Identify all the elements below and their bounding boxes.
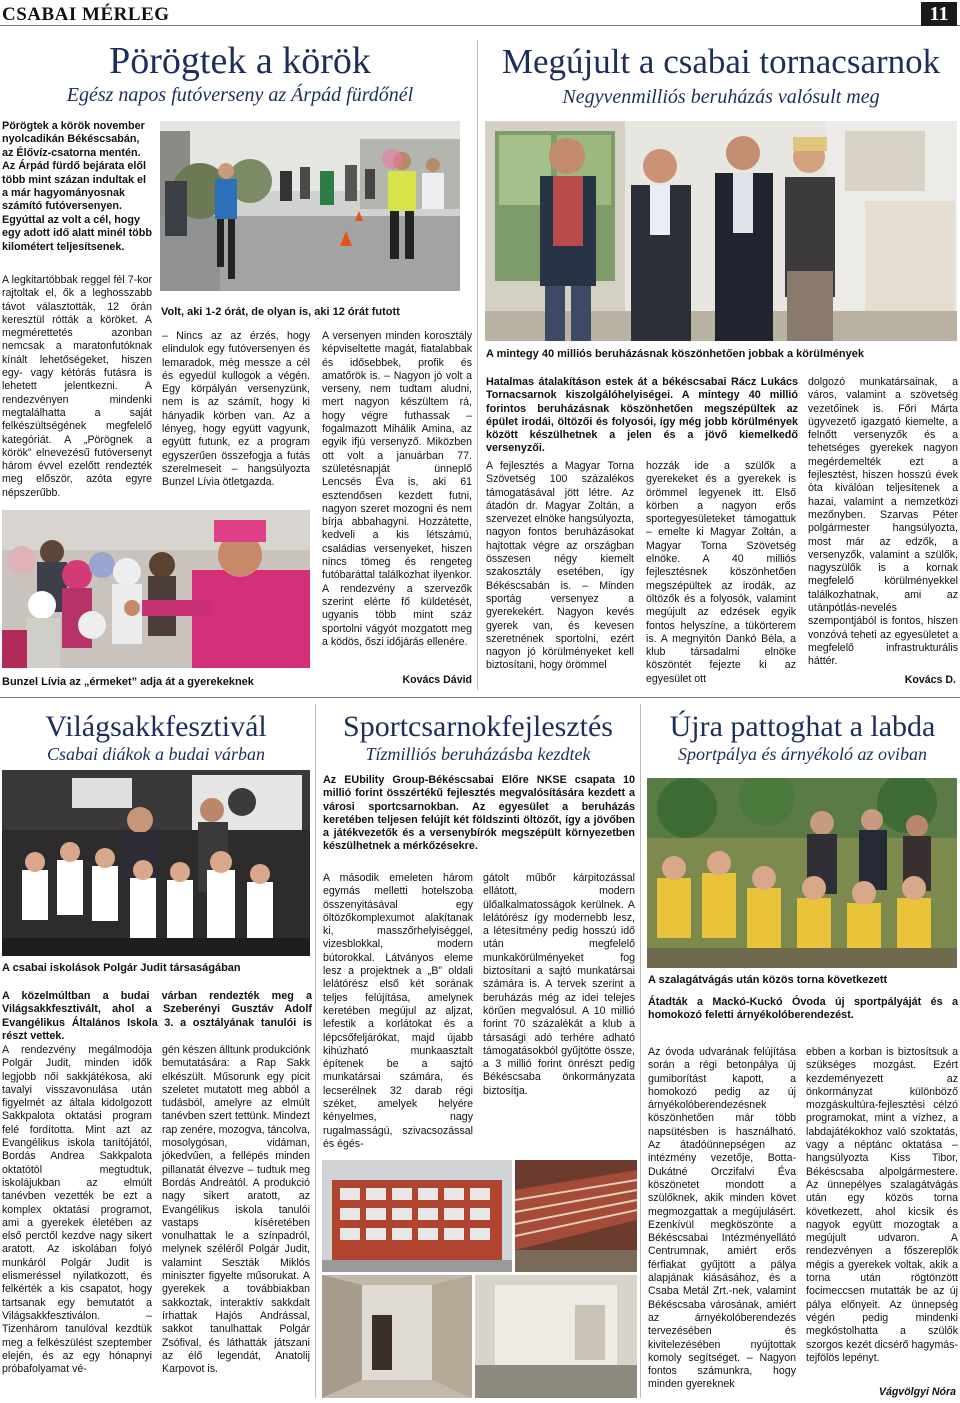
- article2-lead: Hatalmas átalakításon estek át a békéscsabai Rácz Lukács Tornacsarnok kiszolgálóhelyiségei. A mintegy 40 millió forintos beruházásnak köszönhetően megszépültek az épület irodái, öltözői és folyosói, így még jobb körülmények között készülhetnek a jelen és a jövő kiemelkedő versenyzői.: [486, 376, 798, 455]
- article1-photo-caption: Volt, aki 1-2 órát, de olyan is, aki 12 órát futott: [161, 306, 400, 318]
- article2-title: Megújult a csabai tornacsarnok: [501, 42, 941, 81]
- article1-body-col1: A legkitartóbbak reggel fél 7-kor rajtoltak el, ők a leghosszabb távot választották, 12 órán keresztül rótták a köröket. A megmérettetés azonban nemcsak a maratonfutóknak kínált lehetőségeket, hiszen egy- vagy kétórás futásra is lehetett jelentkezni. A rendezvényen mindenki megtalálhatta a saját felkészültségének megfelelő kategóriát. A „Pörögnek a körök” elnevezésű futóversenyt három évvel ezelőtt rendezték meg először, azóta egyre népszerűbb.: [2, 274, 152, 499]
- article4-title: Sportcsarnokfejlesztés: [343, 710, 613, 743]
- column-divider-lower-left: [315, 704, 316, 1398]
- article5-title: Újra pattoghat a labda: [669, 710, 936, 743]
- column-divider-lower-right: [640, 704, 641, 1398]
- sports-hall-building-photo: [322, 1160, 512, 1272]
- masthead-title: CSABAI MÉRLEG: [2, 4, 170, 25]
- article1-subtitle: Egész napos futóverseny az Árpád fürdőnél: [66, 84, 414, 106]
- column-divider: [477, 40, 478, 690]
- article5-body-col1: Az óvoda udvarának felújítása során a régi betonpálya új gumiborítást kapott, a homokozó pedig az új árnyékolóberendezésnek köszönhetően már több napsütésben is használható. Az átadóünnepségen az intézmény vezetője, Botta-Dukátné Orczifalvi Éva köszönetet mondott a szülőknek, akik minden követ megmozgattak a megújulásért. Ezenkívül megköszönte a Békéscsabai Intézményellátó Centrumnak, amiért erős férfiakat gyűjtött a pálya alapjának kiásásához, és a Csaba Metál Zrt.-nek, valamint Békéscsaba városának, amiért az árnyékolóberendezés tervezésében és kivitelezésében nyújtottak komoly segítséget. – Nagyon fontos számunkra, hogy minden gyereknek: [648, 1046, 796, 1391]
- article3-title: Világsakkfesztivál: [45, 710, 267, 743]
- article1-title: Pörögtek a körök: [109, 40, 371, 82]
- article1-body-col3: A versenyen minden korosztály képviseltette magát, fiatalabbak és idősebbek, profik és amatőrök is. – Nagyon jó volt a verseny, nem tudtam aludni, mert nagyon készültem rá, hogy végre futhassak – fogalmazott Mihálik Amina, az egyik ifjú versenyző. Miközben ott volt a januárban 77. születésnapját ünneplő Lencsés Éva is, aki 61 esztendősen kezdett futni, nagyon szeret mozogni és nem bírja abbahagyni. Hozzátette, kedveli a kis létszámú, családias versenyeket, hiszen nincs tömeg és rengeteg futóbaráttal találkozhat ilyenkor. A rendezvény a szervezők szerint elérte fő küldetését, ugyanis több mint száz sportolni vágyót mozgatott meg a ködös, őszi időjárás ellenére.: [322, 330, 472, 648]
- article3-body-col1: A rendezvény megálmodója Polgár Judit, minden idők legjobb női sakkjátékosa, aki tavalyi visszavonulása után figyelmét az általa kidolgozott Sakkpalota oktatási program felé fordította. Mint azt az Evangélikus iskola tanítójától, Bordás Andrea Sakkpalota oktatótól megtudtuk, iskolájukban az elmúlt tanévben vezették be ezt a komplex oktatási programot, ami a gyerekek életében az első perctől kezdve nagy sikert aratott. Az iskolában folyó munkáról Polgár Judit is elismeréssel nyilatkozott, és felkérték a kis csapatot, hogy tartsanak egy bemutatót a Világsakkfesztiválon. – Tizenhárom tanulóval kezdtük meg a felkészülést szeptember elején, és az egy hónapnyi próbafolyamat vé-: [2, 1044, 152, 1376]
- article1-lead: Pörögtek a körök november nyolcadikán Békéscsabán, az Élővíz-csatorna mentén. Az Árpád fürdő bejárata elől több mint százan indultak el a már hagyományosnak számító futóversenyen. Egyúttal az volt a cél, hogy egy adott idő alatt minél több kilométert teljesítsenek.: [2, 120, 152, 253]
- article3-photo-caption: A csabai iskolások Polgár Judit társaságában: [2, 962, 241, 974]
- article3-body-col2: gén készen álltunk produkciónk bemutatására: a Rap Sakk elkészült. Műsorunk egy picit szeletet mutatott meg abból a tudásból, amelyre az elmúlt tanévben szert tettünk. Mindezt rap zenére, mozogva, táncolva, mosolygósan, vidáman, jókedvűen, a fellépés minden pillanatát élvezve – tudtuk meg Bordás Andreától. A produkció nagy sikert aratott, az Evangélikus iskola tanulói vastaps kíséretében vonulhattak le a színpadról, melynek széléről Polgár Judit, valamint Seszták Miklós miniszter figyelte műsorukat. A gyerekek a továbbiakban sakkoztak, interaktív sakkdalt írhattak Hajós Andrással, sakkot tanulhattak Polgár Zsófival, és láthatták játszani az élő legendát, Anatolij Karpovot is.: [162, 1044, 310, 1376]
- article2-body-col1: A fejlesztés a Magyar Torna Szövetség 100 százalékos támogatásával jött létre. Az átadón dr. Magyar Zoltán, a szervezet elnöke hangsúlyozta, nagyon fontos beruházásokat hajtottak végre az országban összesen négy kiemelt szakosztály esetében, így Békéscsabán is. – Minden sportág versenyez a gyerekekért. Nagyon kevés gyerek van, és kevesen szeretnének sportolni, ezért nagyon jó körülményeket kell biztosítani, hogy örömmel: [486, 460, 634, 672]
- article5-lead: Átadták a Mackó-Kuckó Óvoda új sportpályáját és a homokozó feletti árnyékolóberendezést.: [648, 996, 958, 1022]
- runners-photo: [160, 121, 460, 291]
- article2-photo-caption: A mintegy 40 milliós beruházásnak köszönhetően jobbak a körülmények: [486, 348, 864, 360]
- article2-body-col3: dolgozó munkatársainak, a város, valamint a szövetség vezetőinek is. Főri Márta ügyvezető igazgató kiemelte, a felnőtt versenyzők és a tehetséges gyerekek nagyon megérdemelték ezt a fejlesztést, hiszen hosszú évek óta kiválóan teljesítenek a hazai, valamint a nemzetközi mezőnyben. Szarvas Péter polgármester hangsúlyozta, most már az edzők, a versenyzők, valamint a szülők, nagyszülők is a kornak megfelelő körülményekkel találkozhatnak, ami az utánpótlás-nevelés szempontjából is fontos, hiszen vonzóvá teheti az egyesületet a megfelelő infrastrukturális háttér.: [808, 376, 958, 668]
- article5-subtitle: Sportpálya és árnyékoló az oviban: [678, 744, 927, 764]
- article3-subtitle: Csabai diákok a budai várban: [47, 744, 265, 764]
- gym-officials-photo: [485, 121, 957, 341]
- article2-subtitle: Negyvenmilliós beruházás valósult meg: [562, 86, 880, 108]
- masthead: [0, 0, 960, 26]
- article3-lead: A közelmúltban a budai várban rendezték meg a Világsakkfesztivált, ahol a Szeberényi Gusztáv Adolf Evangélikus Általános Iskola 3. a osztályának tanulói is részt vettek.: [2, 990, 312, 1042]
- kindergarten-photo: [647, 778, 957, 968]
- article5-author: Vágvölgyi Nóra: [878, 1386, 956, 1398]
- article1-body-col2: – Nincs az az érzés, hogy elindulok egy futóversenyen és lemaradok, még messze a cél és egyedül kullogok a végén. Egy körpályán versenyzünk, nem is az számít, hogy ki hányadik körben van. Az a lényeg, hogy együtt vagyunk, együtt futunk, ez a program egyszerűen összefogja a futás szerelmeseit – hangsúlyozta Bunzel Lívia ötletgazda.: [162, 330, 310, 489]
- article2-author: Kovács D.: [904, 674, 956, 686]
- page-number: 11: [921, 2, 957, 26]
- corridor-photo: [322, 1275, 472, 1398]
- article4-body-col2: gátolt műbőr kárpitozással ellátott, modern ülőalkalmatosságok kerülnek. A lelátórész így modernebb lesz, a létesítmény pedig hosszú idő után megfelelő munkakörülményeket fog biztosítani a sajtó munkatársai számára is. A tervek szerint a beruházás még az idei telejes körűen megvalósul. A 10 millió forint 70 százalékát a klub a társasági adó terhére adható támogatásokból gyűjtötte össze, a 3 millió forint önrészt pedig Békéscsaba önkormányzata biztosítja.: [483, 872, 635, 1097]
- article4-lead: Az EUbility Group-Békéscsabai Előre NKSE csapata 10 millió forint összértékű fejlesztés megvalósítására kezdett a városi sportcsarnokban. Az egyesület a beruházás keretében teljesen felújít két földszinti öltözőt, így a jövőben a játékvezetők és a versenybírók megszépült környezetben készülhetnek a mérkőzésekre.: [323, 774, 635, 853]
- article5-photo-caption: A szalagátvágás után közös torna következett: [648, 974, 888, 986]
- room-photo: [475, 1275, 637, 1398]
- medals-photo: [2, 510, 310, 668]
- section-divider: [0, 697, 960, 698]
- chess-festival-photo: [2, 770, 310, 956]
- stands-photo: [515, 1160, 637, 1272]
- article1-photo2-caption: Bunzel Lívia az „érmeket” adja át a gyerekeknek: [2, 676, 254, 688]
- article4-body-col1: A második emeleten három egymás melletti hotelszoba összenyitásával egy öltözőkomplexumot alakítanak ki, masszőrhelyiséggel, vizesblokkal, modern bútorokkal. Látványos eleme lesz a projektnek a „B” oldali lelátórész első két sorának teljes felújítása, amelynek keretében megújul az aljzat, lefestik a korlátokat és a lépcsőfeljárókat, majd újabb kihúzható munkaasztalt építenek be a sajtó munkatársai számára, és lecserélnek 32 darab régi széket, amelyek helyére kényelmes, nagy rugalmasságú, szivacsozással és égés-: [323, 872, 473, 1150]
- article5-body-col2: ebben a korban is biztosítsuk a szükséges mozgást. Ezért kezdeményezett az önkormányzat különböző mozgáskultúra-fejlesztési célzó programokat, mint a vízhez, a labdajátékokhoz való szoktatás, vagy a néptánc oktatása – hangsúlyozta Kiss Tibor, Békéscsaba alpolgármestere. Az ünnepélyes szalagátvágás után egy közös torna következett, ahol kicsik és nagyok együtt mozogtak a megújult udvaron. A rendezvényen a főszereplők mégis a gyerekek voltak, akik a torna után rögtönzött focimeccsen mutatták be az új pálya előnyeit. Az ünnepség végén pedig mindenki megkóstolhatta a szülők szorgos kezét dicsérő hagymás-tejfölös lepényt.: [806, 1046, 958, 1364]
- article4-subtitle: Tízmilliós beruházásba kezdtek: [365, 744, 591, 764]
- article2-body-col2: hozzák ide a szülők a gyerekeket és a gyerekek is örömmel legyenek itt. Első körben a nagyon erős sportegyesületeket támogattuk – emelte ki Magyar Zoltán, a Magyar Torna Szövetség elnöke. A 40 milliós fejlesztésnek köszönhetően megszépültek az irodák, az öltözők és a folyosók, valamint megújult az edzések egyik fontos helyszíne, a tükörterem is. A megnyitón Dankó Béla, a klub társadalmi elnöke köszöntét fejezte ki az egyesület ott: [646, 460, 796, 685]
- article1-author: Kovács Dávid: [402, 674, 472, 686]
